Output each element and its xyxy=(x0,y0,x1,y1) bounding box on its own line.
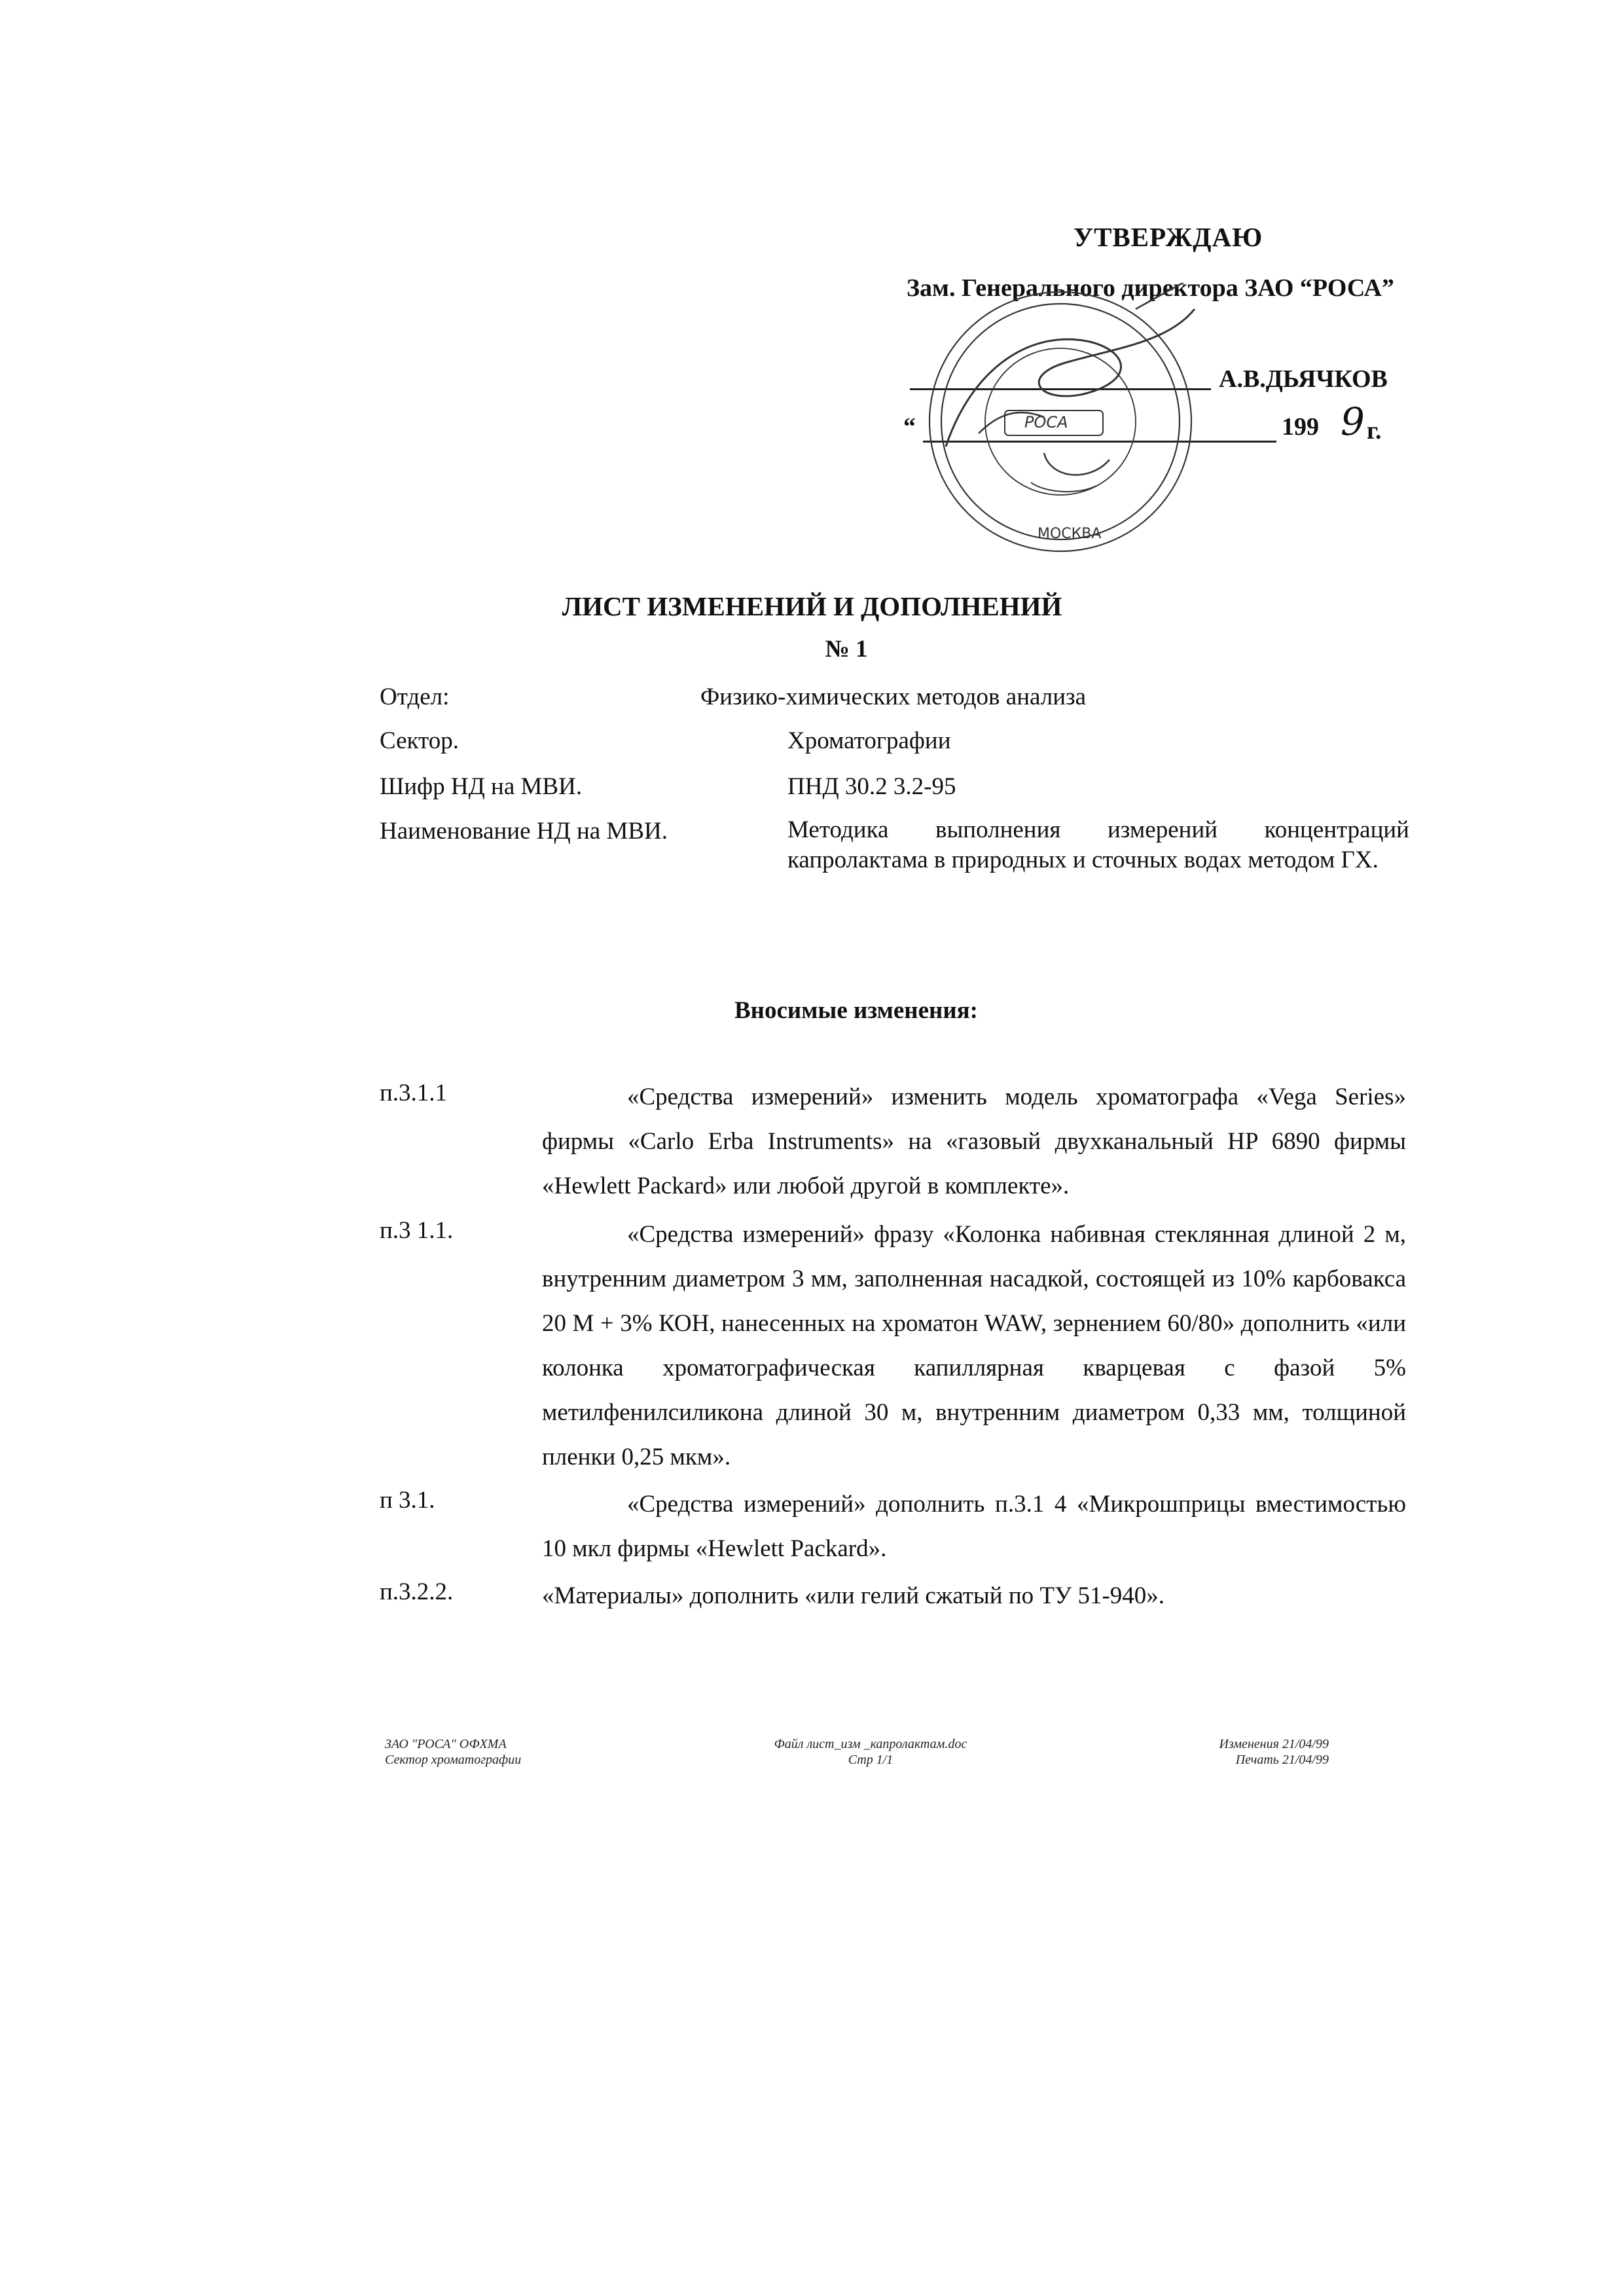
footer-page: Стр 1/1 xyxy=(848,1753,893,1767)
change-ref: п.3.2.2. xyxy=(380,1578,454,1605)
department-label: Отдел: xyxy=(380,683,450,710)
document-number: № 1 xyxy=(825,636,868,663)
date-handwritten-digit: 9 xyxy=(1341,399,1365,444)
date-open-quote: “ xyxy=(903,413,916,441)
seal-inner-text: РОСА xyxy=(1024,413,1068,431)
change-ref: п.3.1.1 xyxy=(380,1080,448,1106)
sector-value: Хроматографии xyxy=(787,727,951,754)
footer-organization: ЗАО "РОСА" ОФХМА xyxy=(385,1737,507,1751)
footer-middle xyxy=(740,1736,1001,1768)
change-text: «Материалы» дополнить «или гелий сжатый по ТУ 51-940». xyxy=(542,1582,1165,1609)
date-year: 199 xyxy=(1282,413,1319,441)
method-name-value: Методика выполнения измерений концентраций капролактама в природных и сточных водах методом ГХ. xyxy=(787,816,1409,873)
code-value: ПНД 30.2 3.2-95 xyxy=(787,773,956,800)
code-label: Шифр НД на МВИ. xyxy=(380,773,583,800)
date-suffix: г. xyxy=(1367,417,1382,445)
footer-sector: Сектор хроматографии xyxy=(385,1753,522,1767)
approval-title: УТВЕРЖДАЮ xyxy=(1074,222,1263,252)
document-title: ЛИСТ ИЗМЕНЕНИЙ И ДОПОЛНЕНИЙ xyxy=(562,591,1062,621)
footer-filename: Файл лист_изм _капролактам.doc xyxy=(774,1737,967,1751)
seal-city-text: МОСКВА xyxy=(1038,526,1102,542)
footer-right xyxy=(1178,1736,1329,1768)
method-name-label: Наименование НД на МВИ. xyxy=(380,818,668,845)
approver-position: Зам. Генерального директора ЗАО “РОСА” xyxy=(907,274,1394,302)
footer-changes-date: Изменения 21/04/99 xyxy=(1219,1737,1329,1751)
footer-print-date: Печать 21/04/99 xyxy=(1235,1753,1329,1767)
change-text: «Средства измерений» изменить модель хроматографа «Vega Series» фирмы «Carlo Erba Instruments» на «газовый двухканальный HP 6890 фирмы «Hewlett Packard» или любой другой в комплекте». xyxy=(542,1084,1406,1199)
approver-name: А.В.ДЬЯЧКОВ xyxy=(1219,365,1388,393)
sector-label: Сектор. xyxy=(380,727,459,754)
official-seal-icon xyxy=(920,283,1201,558)
footer-left xyxy=(385,1736,521,1768)
change-text: «Средства измерений» дополнить п.3.1 4 «Микрошприцы вместимостью 10 мкл фирмы «Hewlett Packard». xyxy=(542,1491,1406,1562)
change-ref: п 3.1. xyxy=(380,1487,435,1514)
department-value: Физико-химических методов анализа xyxy=(700,683,1087,710)
change-ref: п.3 1.1. xyxy=(380,1217,454,1244)
changes-heading: Вносимые изменения: xyxy=(734,997,978,1024)
change-text: «Средства измерений» фразу «Колонка набивная стеклянная длиной 2 м, внутренним диаметром 3 мм, заполненная насадкой, состоящей из 10% карбовакса 20 М + 3% КОН, нанесенных на хроматон WAW, зернением 60/80» дополнить «или колонка хроматографическая капиллярная кварцевая с фазой 5% метилфенилсиликона длиной 30 м, внутренним диаметром 0,33 мм, толщиной пленки 0,25 мкм». xyxy=(542,1221,1406,1470)
